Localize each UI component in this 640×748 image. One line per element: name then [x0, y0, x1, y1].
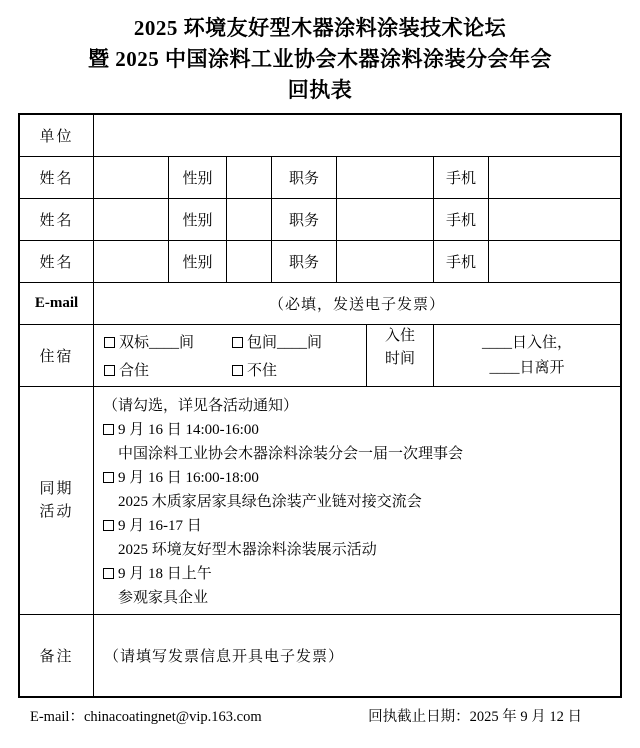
checkbox-icon[interactable] — [232, 337, 243, 348]
lodging-option-share[interactable] — [104, 359, 232, 380]
activities-label-line-1: 同期 — [39, 480, 74, 497]
activities-content — [94, 387, 620, 614]
activity-option[interactable] — [103, 418, 620, 442]
activity-time: 9 月 16 日 16:00-18:00 — [118, 470, 259, 486]
checkbox-icon[interactable] — [103, 424, 114, 435]
activity-time: 9 月 18 日上午 — [118, 566, 212, 582]
job-input[interactable] — [337, 199, 434, 240]
lodging-option-label: 合住 — [119, 363, 150, 379]
activity-desc: 中国涂料工业协会木器涂料涂装分会一届一次理事会 — [118, 446, 464, 462]
unit-row — [20, 115, 620, 157]
lodging-option-none[interactable] — [232, 359, 366, 380]
name-label: 姓名 — [20, 157, 94, 198]
activities-note: （请勾选，详见各活动通知） — [103, 398, 299, 414]
job-input[interactable] — [337, 241, 434, 282]
checkbox-icon[interactable] — [104, 365, 115, 376]
unit-input[interactable] — [94, 115, 620, 156]
name-input[interactable] — [94, 157, 169, 198]
gender-input[interactable] — [227, 241, 272, 282]
gender-input[interactable] — [227, 157, 272, 198]
activity-desc: 参观家具企业 — [118, 590, 209, 606]
checkin-time-input[interactable] — [434, 325, 620, 386]
checkin-label-line-1: 入住 — [384, 328, 415, 344]
email-input[interactable]: （必填，发送电子发票） — [268, 297, 445, 313]
gender-label: 性别 — [169, 157, 227, 198]
name-label: 姓名 — [20, 199, 94, 240]
contact-email: E-mail：chinacoatingnet@vip.163.com — [30, 709, 262, 725]
activity-desc: 2025 环境友好型木器涂料涂装展示活动 — [118, 542, 377, 558]
mobile-label: 手机 — [434, 157, 489, 198]
document-footer — [18, 705, 622, 726]
reply-form-table — [18, 113, 622, 698]
gender-input[interactable] — [227, 199, 272, 240]
checkin-date-blank[interactable]: ____日入住， — [481, 334, 572, 351]
activities-row — [20, 387, 620, 615]
email-row — [20, 283, 620, 325]
attendee-row — [20, 199, 620, 241]
activity-option[interactable] — [103, 562, 620, 586]
mobile-input[interactable] — [489, 199, 620, 240]
checkin-time-label — [367, 325, 434, 386]
checkbox-icon[interactable] — [104, 337, 115, 348]
document-title — [0, 0, 640, 106]
activities-label — [20, 387, 94, 614]
mobile-label: 手机 — [434, 199, 489, 240]
title-line-1: 2025 环境友好型木器涂料涂装技术论坛 — [133, 16, 507, 40]
mobile-input[interactable] — [489, 157, 620, 198]
checkbox-icon[interactable] — [232, 365, 243, 376]
attendee-row — [20, 157, 620, 199]
lodging-option-label: 包间____间 — [247, 335, 323, 351]
remarks-label: 备注 — [20, 615, 94, 696]
remarks-row — [20, 615, 620, 696]
attendee-row — [20, 241, 620, 283]
activities-label-line-2: 活动 — [39, 503, 74, 520]
title-line-3: 回执表 — [287, 78, 353, 102]
activity-desc: 2025 木质家居家具绿色涂装产业链对接交流会 — [118, 494, 422, 510]
mobile-label: 手机 — [434, 241, 489, 282]
name-label: 姓名 — [20, 241, 94, 282]
lodging-option-label: 不住 — [247, 363, 278, 379]
name-input[interactable] — [94, 241, 169, 282]
gender-label: 性别 — [169, 241, 227, 282]
job-label: 职务 — [272, 199, 337, 240]
job-label: 职务 — [272, 157, 337, 198]
checkbox-icon[interactable] — [103, 568, 114, 579]
lodging-options — [94, 325, 367, 386]
mobile-input[interactable] — [489, 241, 620, 282]
remarks-input[interactable]: （请填写发票信息开具电子发票） — [104, 649, 345, 665]
activity-option[interactable] — [103, 514, 620, 538]
job-label: 职务 — [272, 241, 337, 282]
checkout-date-blank[interactable]: ____日离开 — [489, 359, 565, 376]
activity-option[interactable] — [103, 466, 620, 490]
lodging-option-double[interactable] — [104, 331, 232, 352]
checkbox-icon[interactable] — [103, 472, 114, 483]
title-line-2: 暨 2025 中国涂料工业协会木器涂料涂装分会年会 — [88, 47, 552, 71]
lodging-label: 住宿 — [20, 325, 94, 386]
name-input[interactable] — [94, 199, 169, 240]
reply-deadline: 回执截止日期：2025 年 9 月 12 日 — [368, 709, 582, 725]
activity-time: 9 月 16 日 14:00-16:00 — [118, 422, 259, 438]
email-label: E-mail — [20, 283, 94, 324]
job-input[interactable] — [337, 157, 434, 198]
lodging-option-label: 双标____间 — [119, 335, 195, 351]
activity-time: 9 月 16-17 日 — [118, 518, 202, 534]
lodging-row — [20, 325, 620, 387]
unit-label: 单位 — [20, 115, 94, 156]
gender-label: 性别 — [169, 199, 227, 240]
checkbox-icon[interactable] — [103, 520, 114, 531]
checkin-label-line-2: 时间 — [384, 351, 415, 367]
lodging-option-private[interactable] — [232, 331, 366, 352]
